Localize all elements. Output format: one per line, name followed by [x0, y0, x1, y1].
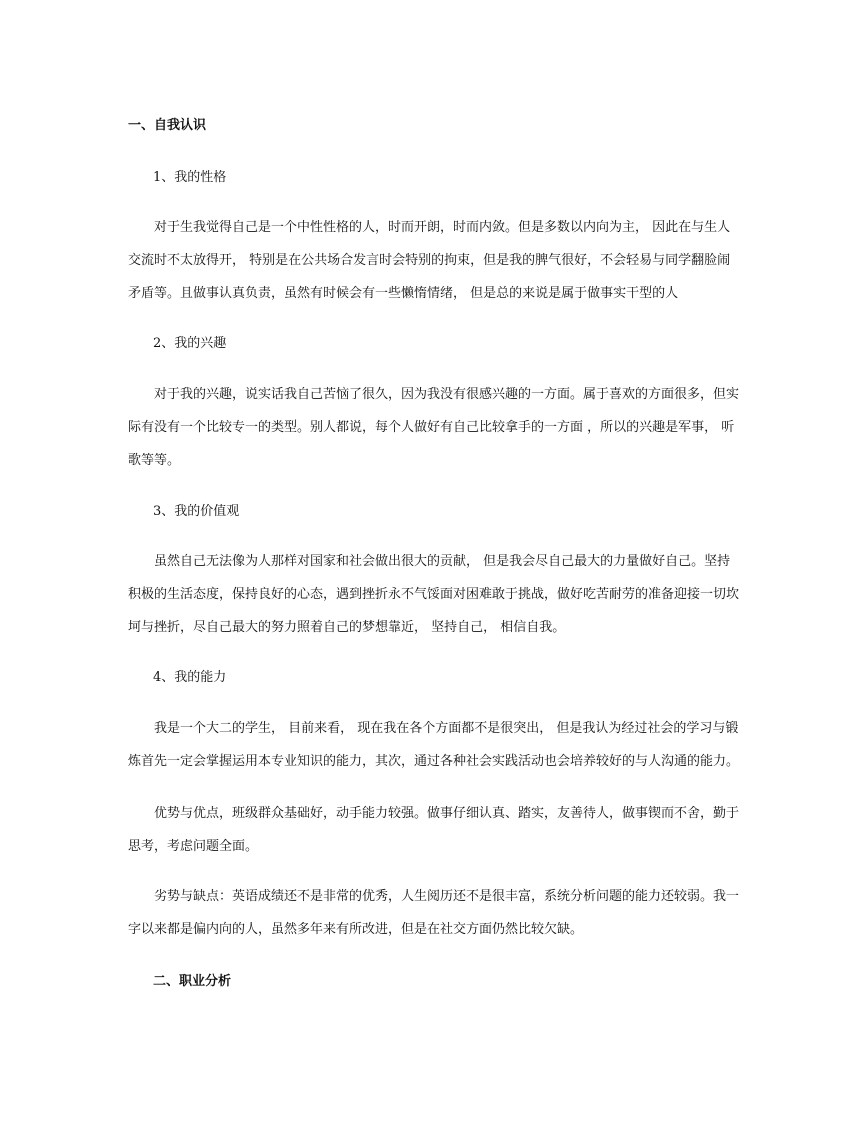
subheading-interests: 2、我的兴趣	[153, 336, 227, 351]
paragraph-values: 虽然自己无法像为人那样对国家和社会做出很大的贡献， 但是我会尽自己最大的力量做好自己。坚持积极的生活态度，保持良好的心态，遇到挫折永不气馁面对困难敢于挑战，做好吃苦耐劳的准备迎接一切坎坷与挫折，尽自己最大的努力照着自己的梦想靠近， 坚持自己， 相信自我。	[128, 554, 740, 635]
subheading-abilities: 4、我的能力	[153, 670, 227, 685]
paragraph-strengths: 优势与优点，班级群众基础好，动手能力较强。做事仔细认真、踏实，友善待人，做事锲而不舍，勤于思考，考虑问题全面。	[128, 806, 740, 854]
subheading-values: 3、我的价值观	[153, 504, 240, 519]
paragraph-personality: 对于生我觉得自己是一个中性性格的人，时而开朗，时而内敛。但是多数以内向为主， 因此在与生人交流时不太放得开， 特别是在公共场合发言时会特别的拘束，但是我的脾气很好，不会轻易与同学翻脸闹矛盾等。且做事认真负责，虽然有时候会有一些懒惰情绪， 但是总的来说是属于做事实干型的人	[128, 220, 731, 301]
section-title-self-awareness: 一、自我认识	[128, 118, 207, 133]
subheading-personality: 1、我的性格	[153, 170, 227, 185]
paragraph-abilities: 我是一个大二的学生， 目前来看， 现在我在各个方面都不是很突出， 但是我认为经过社会的学习与锻炼首先一定会掌握运用本专业知识的能力，其次，通过各种社会实践活动也会培养较好的与人沟通的能力。	[128, 721, 740, 769]
paragraph-interests: 对于我的兴趣，说实话我自己苦恼了很久，因为我没有很感兴趣的一方面。属于喜欢的方面很多，但实际有没有一个比较专一的类型。别人都说，每个人做好有自己比较拿手的一方面 ，所以的兴趣是军事， 听歌等等。	[128, 387, 740, 468]
paragraph-weaknesses: 劣势与缺点：英语成绩还不是非常的优秀，人生阅历还不是很丰富，系统分析问题的能力还较弱。我一字以来都是偏内向的人，虽然多年来有所改进，但是在社交方面仍然比较欠缺。	[128, 889, 740, 937]
section-title-career-analysis: 二、职业分析	[153, 974, 232, 989]
